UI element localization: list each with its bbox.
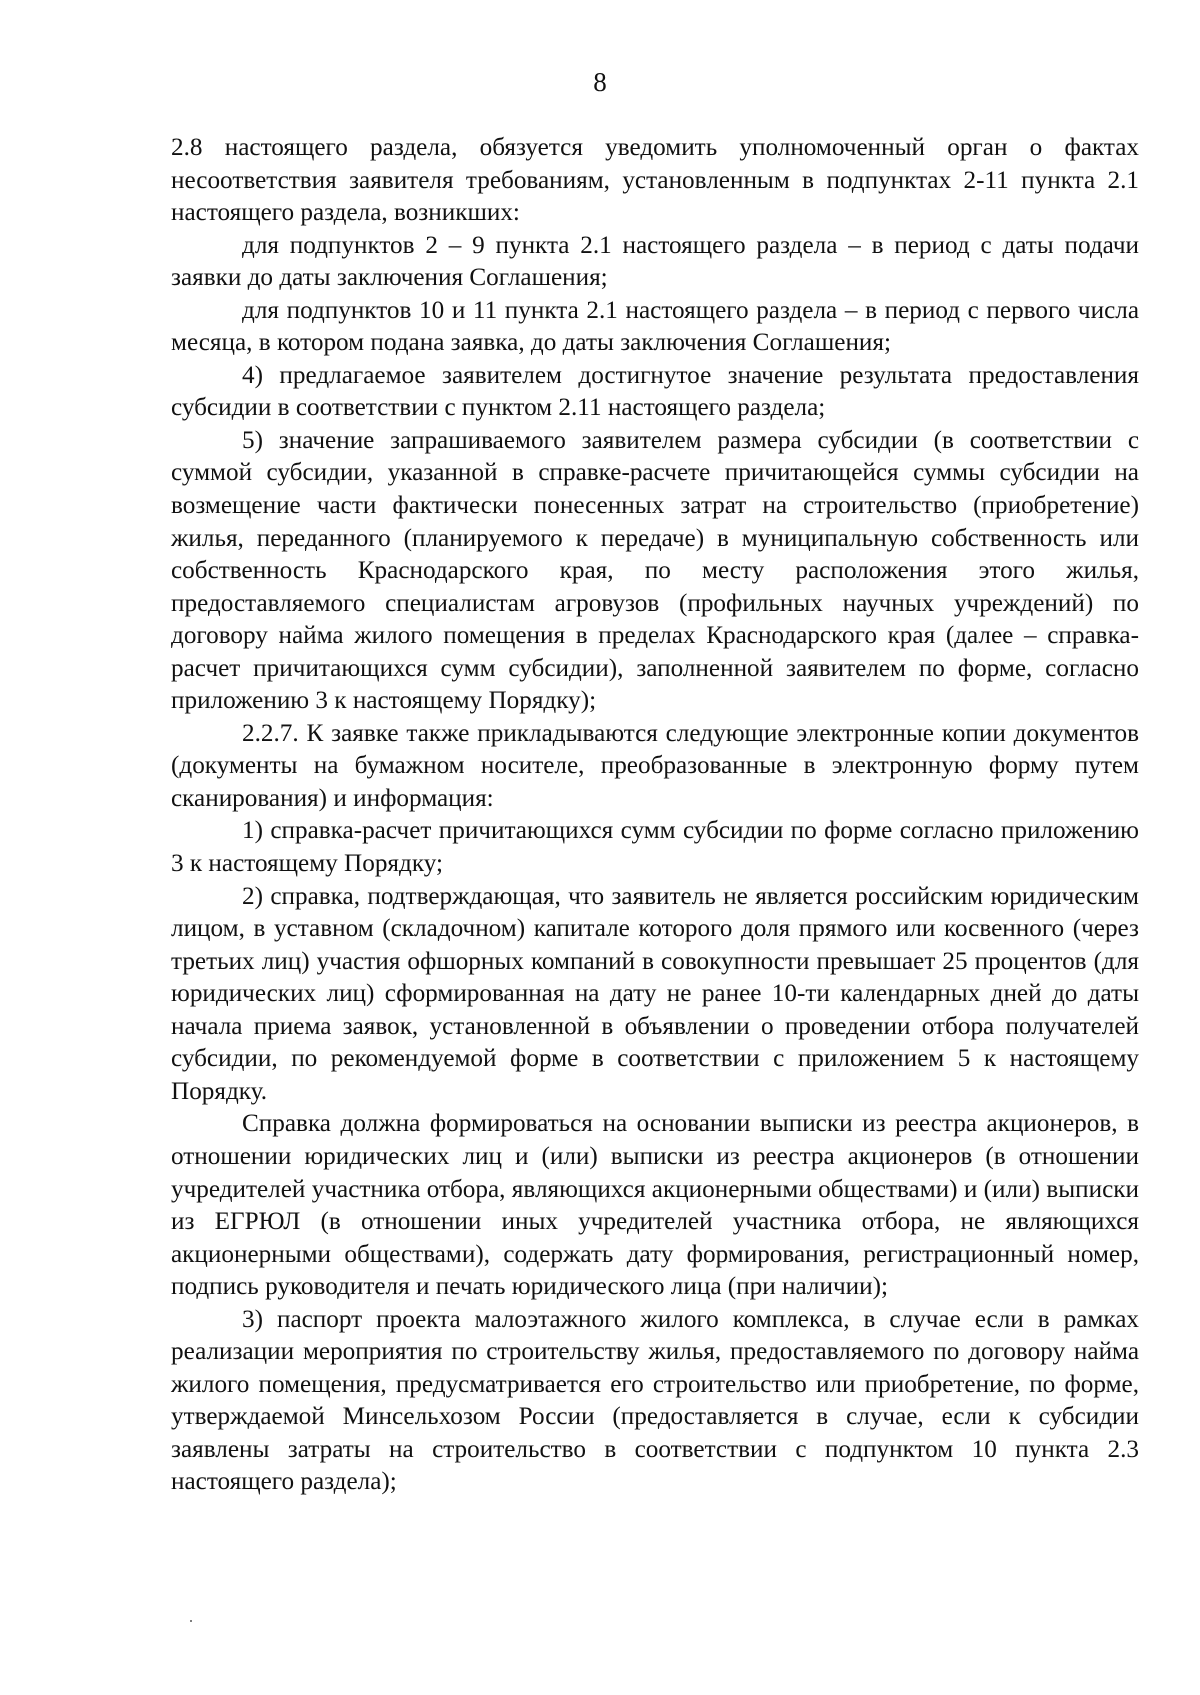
- paragraph-2-2-7: 2.2.7. К заявке также прикладываются следующие электронные копии документов (документы на бумажном носителе, преобразованные в электронную форму путем сканирования) и информация:: [171, 719, 1139, 812]
- paragraph-subitems-10-11: для подпунктов 10 и 11 пункта 2.1 настоящего раздела – в период с первого числа месяца, в котором подана заявка, до даты заключения Соглашения;: [171, 296, 1139, 357]
- paragraph-attachment-2: 2) справка, подтверждающая, что заявитель не является российским юридическим лицом, в уставном (складочном) капитале которого доля прямого или косвенного (через третьих лиц) участия офшорных компаний в совокупности превышает 25 процентов (для юридических лиц) сформированная на дату не ранее 10-ти календарных дней до даты начала приема заявок, установленной в объявлении о проведении отбора получателей субсидии, по рекомендуемой форме в соответствии с приложением 5 к настоящему Порядку.: [171, 882, 1139, 1105]
- paragraph-subitems-2-9: для подпунктов 2 – 9 пункта 2.1 настоящего раздела – в период с даты подачи заявки до даты заключения Соглашения;: [171, 231, 1139, 292]
- page-number: 8: [593, 67, 607, 97]
- paragraph-item-4: 4) предлагаемое заявителем достигнутое значение результата предоставления субсидии в соответствии с пунктом 2.11 настоящего раздела;: [171, 361, 1139, 422]
- paragraph-item-5: 5) значение запрашиваемого заявителем размера субсидии (в соответствии с суммой субсидии, указанной в справке-расчете причитающейся суммы субсидии на возмещение части фактически понесенных затрат на строительство (приобретение) жилья, переданного (планируемого к передаче) в муниципальную собственность или собственность Краснодарского края, по месту расположения этого жилья, предоставляемого специалистам агровузов (профильных научных учреждений) по договору найма жилого помещения в пределах Краснодарского края (далее – справка-расчет причитающихся сумм субсидии), заполненной заявителем по форме, согласно приложению 3 к настоящему Порядку);: [171, 426, 1139, 715]
- paragraph-certificate-requirements: Справка должна формироваться на основании выписки из реестра акционеров, в отношении юридических лиц и (или) выписки из реестра акционеров (в отношении учредителей участника отбора, являющихся акционерными обществами) и (или) выписки из ЕГРЮЛ (в отношении иных учредителей участника отбора, не являющихся акционерными обществами), содержать дату формирования, регистрационный номер, подпись руководителя и печать юридического лица (при наличии);: [171, 1110, 1139, 1301]
- paragraph-obligation-continuation: 2.8 настоящего раздела, обязуется уведомить уполномоченный орган о фактах несоответствия заявителя требованиям, установленным в подпунктах 2-11 пункта 2.1 настоящего раздела, возникших:: [171, 134, 1139, 227]
- paragraph-attachment-1: 1) справка-расчет причитающихся сумм субсидии по форме согласно приложению 3 к настоящему Порядку;: [171, 817, 1139, 878]
- scan-speck: [190, 1620, 192, 1622]
- document-body: [171, 132, 1139, 1499]
- paragraph-attachment-3: 3) паспорт проекта малоэтажного жилого комплекса, в случае если в рамках реализации мероприятия по строительству жилья, предоставляемого по договору найма жилого помещения, предусматривается его строительство или приобретение, по форме, утверждаемой Минсельхозом России (предоставляется в случае, если к субсидии заявлены затраты на строительство в соответствии с подпунктом 10 пункта 2.3 настоящего раздела);: [171, 1305, 1139, 1496]
